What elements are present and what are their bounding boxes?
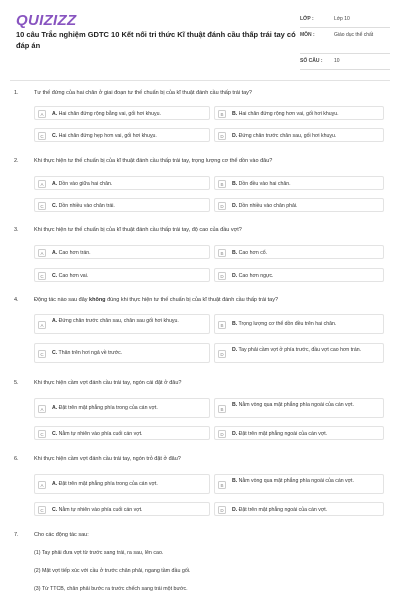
option-letter: D (218, 272, 226, 280)
option-text: Hai chân đứng hẹp hơn vai, gối hơi khuỵu. (57, 132, 157, 139)
question-number: 6. (14, 456, 19, 462)
option-text: Hai chân đứng rộng bằng vai, gối hơi khuỵu. (57, 110, 161, 117)
option-c[interactable] (34, 128, 210, 142)
option-label: B. (232, 402, 238, 408)
class-value: Lớp 10 (334, 16, 350, 22)
option-letter: A (38, 481, 46, 489)
option-letter: D (218, 430, 226, 438)
option-letter: A (38, 321, 46, 329)
question-number: 2. (14, 158, 19, 164)
header-divider (10, 80, 390, 81)
option-text: Hai chân đứng rộng hơn vai, gối hơi khuỵu. (237, 110, 339, 117)
option-label: C. (52, 132, 58, 139)
option-a[interactable] (34, 106, 210, 120)
option-letter: A (38, 110, 46, 118)
option-text: Nằm tự nhiên vào phía cuối cán vợt. (57, 430, 143, 437)
option-c[interactable] (34, 268, 210, 282)
option-label: A. (52, 249, 58, 256)
question-text: Cho các động tác sau: (34, 532, 89, 538)
option-text: Cao hơn cổ. (237, 249, 268, 256)
option-label: B. (232, 110, 238, 117)
emphasis-not: không (89, 297, 106, 303)
worksheet-header (0, 0, 400, 84)
option-text: Đặt trên mặt phẳng ngoài của cán vợt. (237, 430, 328, 437)
option-text: Nằm vòng qua mặt phẳng phía ngoài của cán vợt. (237, 402, 354, 408)
option-label: B. (232, 321, 238, 327)
option-letter: C (38, 430, 46, 438)
meta-panel (300, 12, 390, 70)
meta-subject-row (300, 28, 390, 54)
option-letter: D (218, 132, 226, 140)
question-number: 4. (14, 297, 19, 303)
question-text: Động tác nào sau đây không đúng khi thực hiện tư thế chuẩn bị của kĩ thuật đánh cầu thấp trái tay? (34, 297, 279, 303)
option-label: C. (52, 272, 58, 279)
option-label: D. (232, 202, 238, 209)
option-text: Tay phải cầm vợt ở phía trước, đầu vợt cao hơn trán. (237, 347, 362, 353)
option-letter: D (218, 350, 226, 358)
option-text: Dồn nhiều vào chân trái. (57, 202, 115, 209)
option-d[interactable] (214, 502, 384, 516)
option-text: Thân trên hơi ngả về trước. (57, 350, 123, 356)
question-number: 7. (14, 532, 19, 538)
option-text: Đứng chân trước chân sau, gối hơi khuỵu. (237, 132, 337, 139)
statement-3: (3) Từ TTCB, chân phải bước ra trước chếch sang trái một bước. (34, 586, 188, 592)
option-b[interactable] (214, 106, 384, 120)
option-label: C. (52, 506, 58, 513)
option-letter: A (38, 249, 46, 257)
option-label: B. (232, 180, 238, 187)
option-letter: D (218, 202, 226, 210)
option-c[interactable] (34, 343, 210, 363)
count-label: SỐ CÂU : (300, 58, 323, 64)
option-c[interactable] (34, 198, 210, 212)
option-text: Đặt trên mặt phẳng phía trong của cán vợt. (57, 405, 158, 411)
option-label: A. (52, 481, 58, 487)
option-text: Trọng lượng cơ thể dồn đều trên hai chân. (237, 321, 337, 327)
option-label: A. (52, 180, 58, 187)
option-b[interactable] (214, 474, 384, 494)
option-b[interactable] (214, 398, 384, 418)
meta-class-row (300, 12, 390, 28)
option-letter: A (38, 405, 46, 413)
option-label: A. (52, 405, 58, 411)
option-text: Cao hơn trán. (57, 249, 91, 256)
option-label: D. (232, 347, 238, 353)
option-label: A. (52, 110, 58, 117)
meta-count-row (300, 54, 390, 70)
option-b[interactable] (214, 245, 384, 259)
option-label: B. (232, 249, 238, 256)
question-number: 5. (14, 380, 19, 386)
question-text: Khi thực hiện cầm vợt đánh cầu trái tay, ngón cái đặt ở đâu? (34, 380, 182, 386)
subject-label: MÔN : (300, 32, 315, 38)
option-d[interactable] (214, 343, 384, 363)
statement-2: (2) Mặt vợt tiếp xúc với cầu ở trước chân phải, ngang tầm đầu gối. (34, 568, 191, 574)
option-letter: C (38, 272, 46, 280)
class-label: LỚP : (300, 16, 314, 22)
document-title: 10 câu Trắc nghiệm GDTC 10 Kết nối tri thức Kĩ thuật đánh cầu thấp trái tay có đáp án (16, 30, 296, 50)
option-letter: A (38, 180, 46, 188)
option-a[interactable] (34, 474, 210, 494)
option-text: Đứng chân trước chân sau, chân sau gối hơi khuỵu. (57, 318, 179, 324)
option-a[interactable] (34, 314, 210, 334)
option-letter: B (218, 481, 226, 489)
option-text: Cao hơn ngực. (237, 272, 274, 279)
option-label: C. (52, 202, 58, 209)
question-number: 1. (14, 90, 19, 96)
option-text: Dồn nhiều vào chân phải. (237, 202, 298, 209)
option-text: Dồn vào giữa hai chân. (57, 180, 113, 187)
statement-1: (1) Tay phải đưa vợt từ trước sang trái, ra sau, lên cao. (34, 550, 164, 556)
option-label: A. (52, 318, 58, 324)
option-letter: B (218, 110, 226, 118)
quizizz-logo: QUIZIZZ (16, 12, 77, 29)
option-text: Nằm tự nhiên vào phía cuối cán vợt. (57, 506, 143, 513)
option-text: Dồn đều vào hai chân. (237, 180, 291, 187)
count-value: 10 (334, 58, 340, 64)
option-letter: B (218, 321, 226, 329)
option-label: C. (52, 430, 58, 437)
option-letter: C (38, 132, 46, 140)
option-text: Đặt trên mặt phẳng phía trong của cán vợt. (57, 481, 158, 487)
option-b[interactable] (214, 314, 384, 334)
subject-value: Giáo dục thể chất (334, 32, 374, 38)
option-text: Nằm vòng qua mặt phẳng phía ngoài của cán vợt. (237, 478, 354, 484)
option-text: Cao hơn vai. (57, 272, 89, 279)
option-letter: B (218, 249, 226, 257)
option-c[interactable] (34, 426, 210, 440)
question-text: Khi thực hiện tư thế chuẩn bị của kĩ thuật đánh cầu thấp trái tay, trọng lượng cơ thể dồn vào đâu? (34, 158, 273, 164)
option-label: D. (232, 430, 238, 437)
option-a[interactable] (34, 176, 210, 190)
option-label: B. (232, 478, 238, 484)
option-d[interactable] (214, 426, 384, 440)
option-label: D. (232, 272, 238, 279)
option-label: D. (232, 132, 238, 139)
option-d[interactable] (214, 198, 384, 212)
option-label: D. (232, 506, 238, 513)
question-number: 3. (14, 227, 19, 233)
option-letter: B (218, 405, 226, 413)
option-letter: C (38, 350, 46, 358)
option-label: C. (52, 350, 58, 356)
option-a[interactable] (34, 245, 210, 259)
option-a[interactable] (34, 398, 210, 418)
question-text: Khi thực hiện cầm vợt đánh cầu trái tay, ngón trỏ đặt ở đâu? (34, 456, 181, 462)
option-letter: C (38, 202, 46, 210)
option-letter: C (38, 506, 46, 514)
option-d[interactable] (214, 128, 384, 142)
option-d[interactable] (214, 268, 384, 282)
option-letter: B (218, 180, 226, 188)
option-letter: D (218, 506, 226, 514)
question-text: Tư thế đứng của hai chân ở giai đoạn tư thế chuẩn bị của kĩ thuật đánh cầu thấp trái tay? (34, 90, 252, 96)
question-text: Khi thực hiện tư thế chuẩn bị của kĩ thuật đánh cầu thấp trái tay, độ cao của đầu vợt? (34, 227, 242, 233)
option-c[interactable] (34, 502, 210, 516)
option-b[interactable] (214, 176, 384, 190)
option-text: Đặt trên mặt phẳng ngoài của cán vợt. (237, 506, 328, 513)
